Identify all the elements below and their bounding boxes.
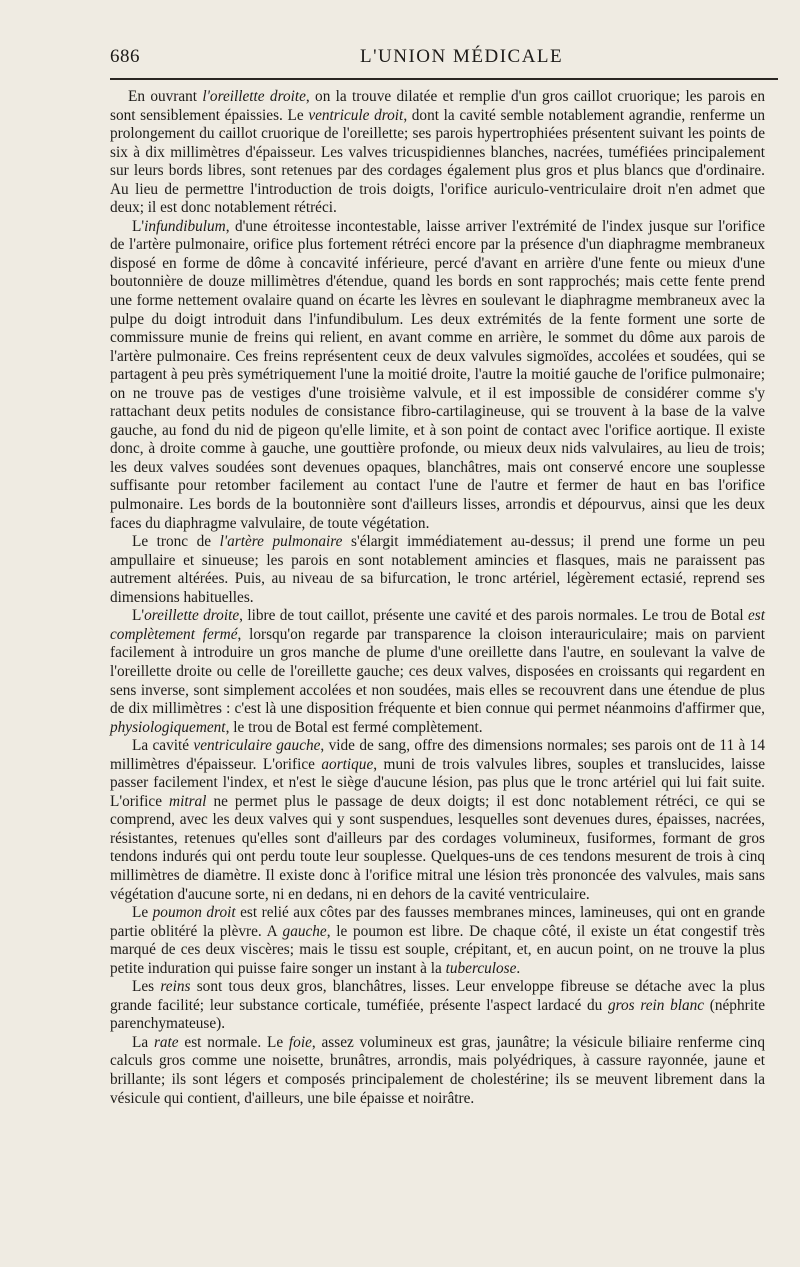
italic-term: poumon droit bbox=[152, 904, 236, 922]
text-run: , lorsqu'on regarde par transparence la cloison interauriculaire; mais on parvient facilement à introduire un gros manche de plume d'une oreillette dans l'autre, en soulevant la valve de l'oreillette droite ou celle de l'oreillette gauche; ces deux valves, disposées en croissants qui regardent en sens inverse, sont simplement accolées et non soudées, mais elles se recouvrent dans une étendue de plus de dix millimètres : c'est là une disposition fréquente et bien connue qui permet néanmoins d'affirmer que, bbox=[110, 625, 765, 718]
italic-term: gros rein blanc bbox=[607, 996, 705, 1014]
text-run: En ouvrant bbox=[128, 88, 203, 105]
italic-term: ventriculaire gauche bbox=[193, 737, 321, 755]
page-header bbox=[110, 44, 780, 74]
paragraph bbox=[110, 737, 765, 904]
italic-term: physiologiquement bbox=[110, 718, 226, 736]
text-run: est relié aux côtes par des fausses membranes minces, lamineuses, qui ont en grande partie oblitéré la plèvre. A bbox=[110, 904, 766, 940]
italic-term: mitral bbox=[169, 792, 207, 810]
italic-term: l'oreillette droite bbox=[202, 88, 306, 105]
text-run: Les bbox=[132, 978, 161, 996]
italic-term: ventricule droit bbox=[308, 106, 404, 124]
running-title: L'UNION MÉDICALE bbox=[360, 46, 564, 67]
text-run: Le tronc de bbox=[132, 533, 220, 551]
text-run: , assez volumineux est gras, jaunâtre; la vésicule biliaire renferme cinq calculs gros comme une noisette, brunâtres, arrondis, mais polyédriques, à cassure rayonnée, jaune et brillante; ils sont légers et composés principalement de cholestérine; ils se meuvent librement dans la vésicule qui contient, d'ailleurs, une bile épaisse et noirâtre. bbox=[110, 1033, 765, 1107]
paragraph bbox=[110, 533, 765, 607]
text-run: , d'une étroitesse incontestable, laisse arriver l'extrémité de l'index jusque sur l'orifice de l'artère pulmonaire, orifice plus fortement rétréci encore par la présence d'un diaphragme membraneux disposé en forme de dôme à concavité inférieure, percé d'avant en arrière d'une fente ou mieux d'une boutonnière de douze millimètres d'étendue, quand les bords en sont rapprochés; mais cette fente prend une forme nettement ovalaire quand on écarte les lèvres en soulevant le diaphragme membraneux avec la pulpe du doigt introduit dans l'infundibulum. Les deux extrémités de la fente forment une sorte de commissure munie de freins qui relient, en avant comme en arrière, le sommet du dôme aux parois de l'artère pulmonaire. Ces freins représentent ceux de deux valvules sigmoïdes, accolées et soudées, qui se partagent à peu près symétriquement l'une la moitié droite, l'autre la moitié gauche de l'orifice pulmonaire; on ne trouve pas de vestiges d'une troisième valvule, et il est impossible de considérer comme s'y rattachant deux petits nodules de consistance fibro-cartilagineuse, qui se trouvent à la base de la valve gauche, au fond du nid de pigeon qu'elle limite, et à son point de contact avec l'orifice aortique. Il existe donc, à droite comme à gauche, une gouttière profonde, ou mieux deux nids valvulaires, au lieu de trois; les deux valves soudées sont devenues opaques, blanchâtres, mais ont conservé encore une souplesse suffisante pour retomber facilement au contact l'une de l'autre et fermer de haut en bas l'orifice pulmonaire. Les bords de la boutonnière sont d'ailleurs lisses, arrondis et dépourvus, ainsi que les deux faces du diaphragme valvulaire, de toute végétation. bbox=[110, 217, 765, 532]
italic-term: l'artère pulmonaire bbox=[219, 533, 343, 551]
text-run: L' bbox=[132, 217, 145, 235]
text-run: L' bbox=[132, 607, 145, 625]
header-rule bbox=[110, 78, 778, 80]
text-run: , dont la cavité semble notablement agrandie, renferme un prolongement du caillot cruorique de l'oreillette; ses parois hypertrophiées présentent suivant les points de six à dix millimètres d'épaisseur. Les valves tricuspidiennes blanches, nacrées, tuméfiées principalement sur leurs bords libres, sont retenues par des cordages également plus gros et plus blancs que d'ordinaire. Au lieu de permettre l'introduction de trois doigts, l'orifice auriculo-ventriculaire droit n'en admet que deux; il est donc notablement rétréci. bbox=[110, 106, 766, 217]
paragraph bbox=[110, 1034, 765, 1108]
text-run: (néphrite parenchymateuse). bbox=[110, 996, 765, 1033]
paragraph bbox=[110, 607, 765, 737]
italic-term: infundibulum bbox=[144, 217, 226, 235]
paragraph bbox=[110, 904, 765, 978]
text-run: s'élargit immédiatement au-dessus; il prend une forme un peu ampullaire et sinueuse; les parois en sont notablement amincies et flasques, mais ne paraissent pas autrement altérées. Puis, au niveau de sa bifurcation, le tronc artériel, légèrement ectasié, reprend ses dimensions habituelles. bbox=[110, 533, 766, 606]
italic-term: aortique bbox=[321, 755, 374, 773]
paragraph bbox=[110, 88, 765, 218]
paragraph bbox=[110, 218, 765, 533]
italic-term: rate bbox=[153, 1033, 179, 1051]
italic-term: foie bbox=[288, 1033, 312, 1051]
page-number: 686 bbox=[110, 46, 140, 67]
text-run: La bbox=[132, 1033, 154, 1051]
italic-term: reins bbox=[160, 978, 191, 996]
text-run: , le poumon est libre. De chaque côté, il existe un état congestif très marqué de ces deux viscères; mais le tissu est souple, crépitant, et, en aucun point, on ne trouve la plus petite induration qui puisse faire songer un instant à la bbox=[110, 922, 766, 977]
text-run: , vide de sang, offre des dimensions normales; ses parois ont de 11 à 14 millimètres d'épaisseur. L'orifice bbox=[110, 737, 765, 773]
text-run: , on la trouve dilatée et remplie d'un gros caillot cruorique; les parois en sont sensiblement épaissies. Le bbox=[110, 88, 765, 124]
text-run: ne permet plus le passage de deux doigts; il est donc notablement rétréci, ce qui se comprend, avec les deux valves qui y sont suspendues, lesquelles sont devenues dures, épaisses, nacrées, résistantes, retenues qu'elles sont d'ailleurs par des cordages volumineux, fusiformes, formant de gros tendons indurés qui ont perdu toute leur souplesse. Quelques-uns de ces tendons mesurent de trois à cinq millimètres de diamètre. Il existe donc à l'orifice mitral une lésion très prononcée des valvules, mais sans végétation d'aucune sorte, ni en dedans, ni en dehors de la cavité ventriculaire. bbox=[110, 792, 765, 903]
italic-term: tuberculose bbox=[445, 959, 517, 977]
italic-term: oreillette droite bbox=[144, 607, 240, 625]
italic-term: gauche bbox=[282, 922, 327, 940]
text-run: Le bbox=[132, 904, 153, 922]
text-run: , muni de trois valvules libres, souples et translucides, laisse passer facilement l'index, et n'est le siège d'aucune lésion, pas plus que le tronc artériel qui lui fait suite. L'orifice bbox=[110, 755, 765, 810]
article-body bbox=[110, 88, 765, 1108]
text-run: , libre de tout caillot, présente une cavité et des parois normales. Le trou de Botal bbox=[239, 607, 748, 625]
italic-term: est complètement fermé bbox=[110, 607, 765, 643]
text-run: La cavité bbox=[132, 737, 194, 755]
text-run: est normale. Le bbox=[178, 1033, 289, 1051]
text-run: sont tous deux gros, blanchâtres, lisses. Leur enveloppe fibreuse se détache avec la plus grande facilité; leur substance corticale, tuméfiée, présente l'aspect lardacé du bbox=[110, 978, 765, 1014]
text-run: . bbox=[516, 959, 521, 977]
text-run: , le trou de Botal est fermé complètement. bbox=[225, 718, 483, 736]
paragraph bbox=[110, 978, 765, 1034]
